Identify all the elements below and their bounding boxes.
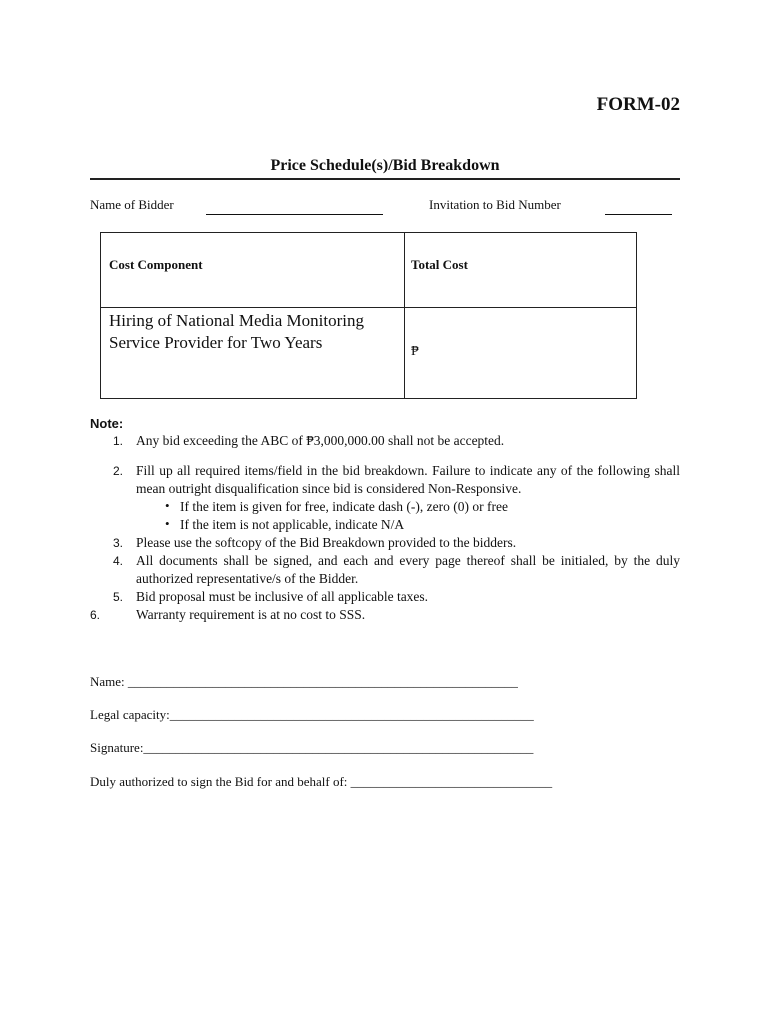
note-number: 4. [113,554,124,568]
note-item: Bid proposal must be inclusive of all applicable taxes. [136,589,429,604]
note-number: 2. [113,464,124,478]
header-cell-total-cost [405,233,637,308]
title-rule [90,178,680,180]
bullet-icon: • [165,498,170,513]
bidder-label: Name of Bidder [90,197,174,212]
note-item: Please use the softcopy of the Bid Breakdown provided to the bidders. [136,535,517,550]
header-cell-cost-component [101,233,405,308]
bullet-item: If the item is given for free, indicate dash (-), zero (0) or free [180,499,508,514]
authorized-signatory-field[interactable]: Duly authorized to sign the Bid for and behalf of: _______________________________ [90,774,553,789]
note-item: All documents shall be signed, and each and every page thereof shall be initialed, by the duly authorized representative/s of the Bidder. [136,553,680,586]
form-code: FORM-02 [596,94,680,115]
note-item: Any bid exceeding the ABC of ₱3,000,000.00 shall not be accepted. [136,433,505,448]
total-cost-cell[interactable] [405,308,637,399]
note-number: 1. [113,434,124,448]
signature-field[interactable]: Signature:____________________________________________________________ [90,740,534,755]
name-field[interactable]: Name: ____________________________________________________________ [90,674,518,689]
cost-table [100,232,637,399]
invitation-label: Invitation to Bid Number [429,197,561,212]
bullet-item: If the item is not applicable, indicate N/A [180,517,405,532]
table-row [101,308,637,399]
note-label: Note: [90,416,124,431]
note-item: Warranty requirement is at no cost to SSS. [136,607,366,622]
total-cost-header: Total Cost [411,257,468,272]
bidder-name-line[interactable] [206,214,383,215]
cost-component-header: Cost Component [109,257,203,272]
note-number: 3. [113,536,124,550]
note-number: 5. [113,590,124,604]
cost-component-item: Hiring of National Media Monitoring Service Provider for Two Years [109,311,364,352]
cost-component-cell [101,308,405,399]
bullet-icon: • [165,516,170,531]
table-header-row [101,233,637,308]
page-title: Price Schedule(s)/Bid Breakdown [270,157,500,174]
legal-capacity-field[interactable]: Legal capacity:________________________________________________________ [90,707,534,722]
note-number: 6. [90,608,101,622]
note-item: Fill up all required items/field in the bid breakdown. Failure to indicate any of the following shall mean outright disqualification since bid is considered Non-Responsive. [136,463,680,496]
invitation-number-line[interactable] [605,214,672,215]
total-cost-value: ₱ [411,344,419,359]
